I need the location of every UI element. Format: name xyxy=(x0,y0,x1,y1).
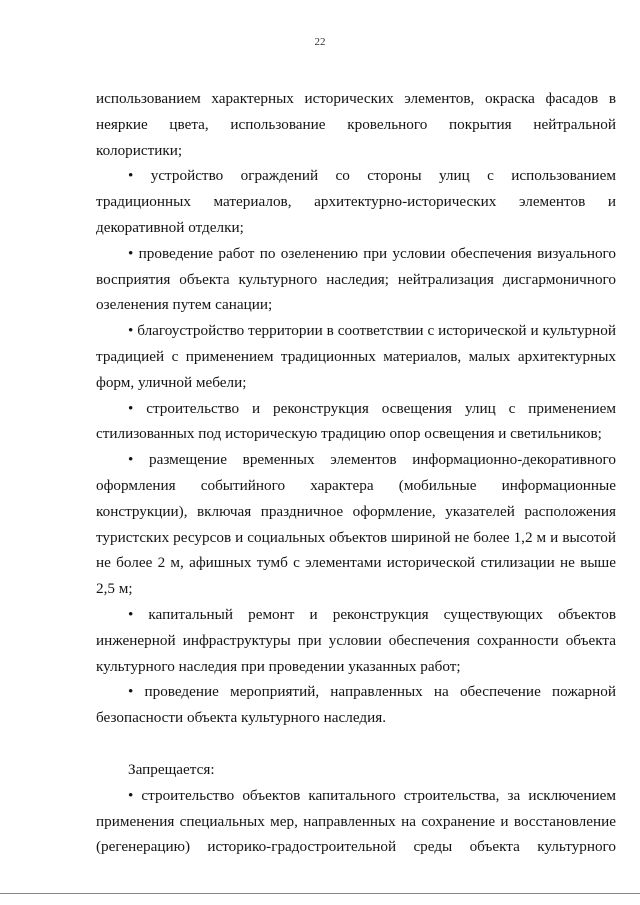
prohibited-heading: Запрещается: xyxy=(128,760,215,778)
page-number: 22 xyxy=(314,36,326,48)
paragraph-facade-colors: использованием характерных исторических элементов, окраска фасадов в неяркие цвета, использование кровельного покрытия нейтральной колористики; xyxy=(96,90,616,159)
paragraph-street-lighting: • строительство и реконструкция освещения улиц с применением стилизованных под историческую традицию опор освещения и светильников; xyxy=(96,399,616,443)
paragraph-fire-safety: • проведение мероприятий, направленных на обеспечение пожарной безопасности объекта культурного наследия. xyxy=(96,683,616,727)
document-body xyxy=(96,86,616,860)
paragraph-engineering-infrastructure: • капитальный ремонт и реконструкция существующих объектов инженерной инфраструктуры при условии обеспечения сохранности объекта культурного наследия при проведении указанных работ; xyxy=(96,605,616,675)
paragraph-territory-improvement: • благоустройство территории в соответствии с исторической и культурной традицией с применением традиционных материалов, малых архитектурных форм, уличной мебели; xyxy=(96,322,616,391)
paragraph-landscaping: • проведение работ по озеленению при условии обеспечения визуального восприятия объекта культурного наследия; нейтрализация дисгармоничного озеленения путем санации; xyxy=(96,244,616,314)
bottom-page-edge-line xyxy=(0,893,640,894)
paragraph-prohibited-construction: • строительство объектов капитального строительства, за исключением применения специальных мер, направленных на сохранение и восстановление (регенерацию) историко-градостроительной среды объекта культурного xyxy=(96,786,616,856)
paragraph-temporary-elements: • размещение временных элементов информационно-декоративного оформления событийного характера (мобильные информационные конструкции), включая праздничное оформление, указателей расположения туристских ресурсов и социальных объектов шириной не более 1,2 м и высотой не более 2 м, афишных тумб с элементами исторической стилизации не выше 2,5 м; xyxy=(96,451,616,598)
paragraph-fences: • устройство ограждений со стороны улиц с использованием традиционных материалов, архитектурно-исторических элементов и декоративной отделки; xyxy=(96,167,616,236)
